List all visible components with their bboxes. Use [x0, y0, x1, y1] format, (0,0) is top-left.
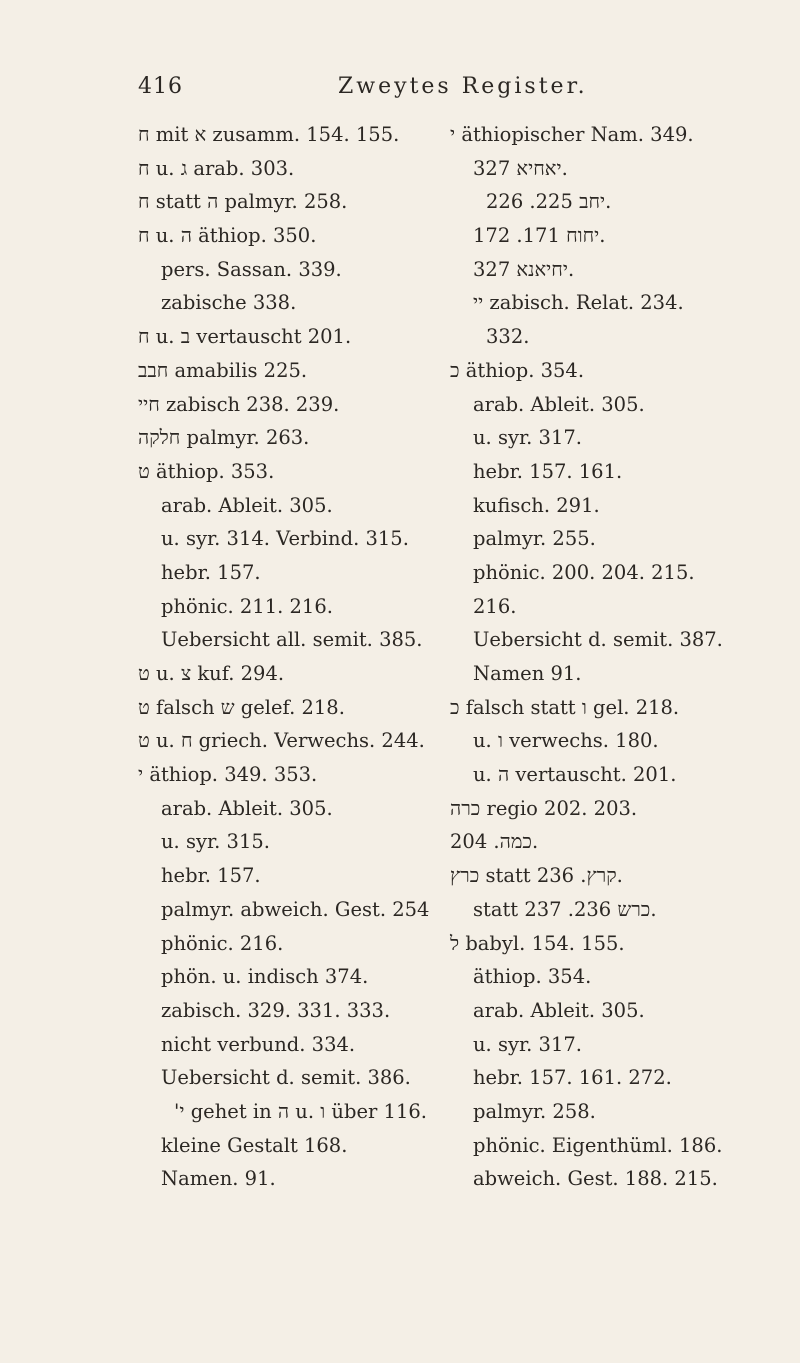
- index-entry: hebr. 157.: [161, 560, 261, 584]
- index-entry: arab. Ableit. 305.: [473, 998, 645, 1022]
- index-entry: י äthiopischer Nam. 349.: [450, 123, 694, 146]
- index-entry: zabische 338.: [161, 291, 297, 315]
- index-entry: hebr. 157.: [161, 864, 261, 888]
- page-title: Zweytes Register.: [338, 74, 588, 99]
- index-entry: יאחיא 327.: [473, 156, 568, 180]
- index-entry: Namen. 91.: [161, 1167, 276, 1191]
- index-entry: ח statt ה palmyr. 258.: [138, 190, 348, 214]
- index-entry: יחיאנא 327.: [473, 257, 575, 281]
- index-entry: palmyr. 255.: [473, 527, 596, 551]
- index-entry: י äthiop. 349. 353.: [138, 763, 318, 787]
- index-entry: יחוח 171. 172.: [473, 224, 606, 248]
- index-entry: abweich. Gest. 188. 215.: [473, 1167, 718, 1191]
- index-entry: Uebersicht d. semit. 387.: [473, 628, 723, 652]
- index-column-left: [138, 118, 458, 1196]
- index-entry: kufisch. 291.: [473, 493, 600, 517]
- index-entry: 332.: [486, 325, 530, 349]
- index-entry: hebr. 157. 161.: [473, 459, 623, 483]
- index-entry: ט äthiop. 353.: [138, 459, 275, 483]
- index-entry: nicht verbund. 334.: [161, 1032, 356, 1056]
- index-entry: כ äthiop. 354.: [450, 358, 585, 382]
- index-entry: u. syr. 317.: [473, 426, 582, 450]
- index-entry: u. ה vertauscht. 201.: [473, 763, 677, 787]
- index-entry: hebr. 157. 161. 272.: [473, 1066, 672, 1090]
- index-entry: phönic. 211. 216.: [161, 594, 333, 618]
- index-entry: ט falsch ש gelef. 218.: [138, 695, 345, 719]
- index-entry: 216.: [473, 594, 517, 618]
- index-entry: u. syr. 317.: [473, 1032, 582, 1056]
- index-entry: ט u. צ kuf. 294.: [138, 662, 285, 685]
- index-column-right: [450, 118, 780, 1196]
- index-entry: arab. Ableit. 305.: [161, 493, 333, 517]
- index-entry: יי zabisch. Relat. 234.: [473, 291, 684, 315]
- index-entry: 'י gehet in ה u. ו über 116.: [174, 1099, 427, 1123]
- index-entry: u. syr. 315.: [161, 830, 270, 854]
- index-entry: äthiop. 354.: [473, 965, 592, 989]
- index-entry: ח mit א zusamm. 154. 155.: [138, 123, 400, 146]
- index-entry: phönic. 216.: [161, 931, 284, 955]
- index-entry: כרץ statt קרץ. 236.: [450, 864, 623, 888]
- index-entry: phönic. Eigenthüml. 186.: [473, 1133, 723, 1157]
- index-entry: u. syr. 314. Verbind. 315.: [161, 527, 409, 551]
- index-entry: חיי zabisch 238. 239.: [138, 392, 340, 416]
- index-entry: kleine Gestalt 168.: [161, 1133, 348, 1157]
- index-entry: ח u. ג arab. 303.: [138, 156, 295, 180]
- index-entry: חבב amabilis 225.: [138, 358, 308, 382]
- index-entry: Uebersicht all. semit. 385.: [161, 628, 423, 652]
- index-entry: phön. u. indisch 374.: [161, 965, 369, 989]
- index-entry: arab. Ableit. 305.: [161, 796, 333, 820]
- index-entry: יחב 225. 226.: [486, 190, 612, 214]
- index-entry: statt כרש 236. 237.: [473, 897, 657, 921]
- page-number: 416: [138, 74, 183, 99]
- index-entry: כ falsch statt ו gel. 218.: [450, 695, 680, 719]
- index-entry: כמה. 204.: [450, 830, 539, 854]
- index-entry: חלקה palmyr. 263.: [138, 426, 310, 450]
- index-entry: ל babyl. 154. 155.: [450, 931, 625, 955]
- index-entry: ח u. ב vertauscht 201.: [138, 325, 352, 349]
- index-entry: arab. Ableit. 305.: [473, 392, 645, 416]
- index-entry: Namen 91.: [473, 662, 582, 685]
- index-entry: palmyr. abweich. Gest. 254: [161, 897, 430, 921]
- index-entry: phönic. 200. 204. 215.: [473, 560, 695, 584]
- index-entry: Uebersicht d. semit. 386.: [161, 1066, 411, 1090]
- index-entry: ח u. ה äthiop. 350.: [138, 224, 317, 248]
- index-entry: pers. Sassan. 339.: [161, 257, 342, 281]
- index-entry: ט u. ח griech. Verwechs. 244.: [138, 729, 425, 753]
- index-entry: zabisch. 329. 331. 333.: [161, 998, 391, 1022]
- index-entry: כרה regio 202. 203.: [450, 796, 638, 820]
- index-entry: palmyr. 258.: [473, 1099, 596, 1123]
- index-entry: u. ו verwechs. 180.: [473, 729, 659, 753]
